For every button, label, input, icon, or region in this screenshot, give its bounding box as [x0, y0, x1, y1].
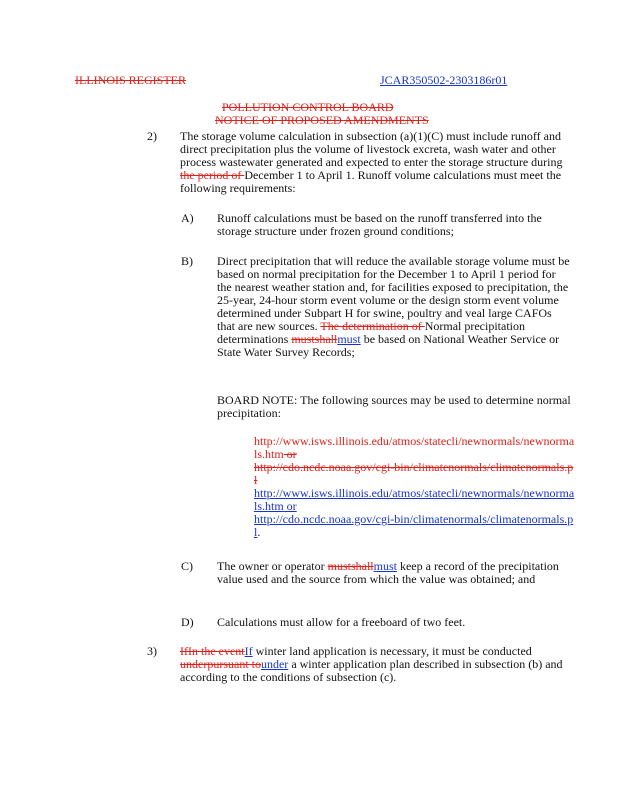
url-normals-new[interactable]: http://www.isws.illinois.edu/atmos/statecli/newnormals/newnormals.htm: [254, 486, 575, 513]
item-b-text-3: be based on National Weather Service or State Water Survey Records;: [217, 332, 560, 359]
url-normals-old[interactable]: http://www.isws.illinois.edu/atmos/statecli/newnormals/newnormals.htm: [254, 434, 575, 461]
item-c-label: C): [181, 559, 193, 573]
url-or-inserted: or: [283, 499, 297, 513]
item-a-label: A): [181, 211, 194, 225]
item-3-inserted-1: If: [244, 644, 253, 658]
item-c-inserted: must: [373, 559, 397, 573]
url-list: http://www.isws.illinois.edu/atmos/statecli/newnormals/newnormals.htm or http://cdo.ncdc.noaa.gov/cgi-bin/climatenormals/climatenormals.pl http://www.isws.illinois.edu/atmos/statecli/newnormals/newnormals.htm or http://cdo.ncdc.noaa.gov/cgi-bin/climatenormals/climatenormals.pl.: [254, 434, 575, 539]
item-2-text-1: The storage volume calculation in subsection (a)(1)(C) must include runoff and direct precipitation plus the volume of livestock excreta, wash water and other process wastewater generated and expected to enter the storage structure during: [180, 129, 563, 169]
item-a-paragraph: Runoff calculations must be based on the runoff transferred into the storage structure under frozen ground conditions;: [217, 211, 542, 238]
item-3-deleted-2: underpursuant to: [180, 657, 261, 671]
item-2-paragraph: [180, 130, 572, 195]
item-d-label: D): [181, 615, 194, 629]
notice-title: NOTICE OF PROPOSED AMENDMENTS: [215, 113, 429, 127]
item-b-paragraph: [217, 255, 572, 359]
item-c-text-1: The owner or operator: [217, 559, 328, 573]
document-id-suffix: r01: [491, 73, 508, 87]
url-climate-new[interactable]: http://cdo.ncdc.noaa.gov/cgi-bin/climatenormals/climatenormals.pl: [254, 512, 574, 539]
item-b-deleted-2: mustshall: [291, 332, 338, 346]
item-c-paragraph: [217, 560, 572, 586]
item-b-label: B): [181, 254, 193, 268]
item-c-text-2: keep a record of the precipitation value used and the source from which the value was obtained; and: [217, 559, 559, 586]
item-b-text-2: Normal precipitation determinations: [217, 319, 526, 346]
item-3-text-2: a winter application plan described in subsection (b) and according to the conditions of subsection (c).: [180, 657, 563, 684]
item-d-paragraph: Calculations must allow for a freeboard of two feet.: [217, 615, 466, 629]
item-3-number: 3): [147, 644, 157, 658]
item-b-deleted-1: The determination of: [320, 319, 425, 333]
item-b-text-1: Direct precipitation that will reduce the available storage volume must be based on normal precipitation for the December 1 to April 1 period for the nearest weather station and, for facilities exposed to precipitation, the 25-year, 24-hour storm event volume or the design storm event volume determined under Subpart H for swine, poultry and veal large CAFOs that are new sources.: [217, 254, 570, 333]
document-id: [380, 74, 507, 87]
item-2-deleted: the period of: [180, 168, 245, 182]
item-3-text-1: winter land application is necessary, it must be conducted: [252, 644, 532, 658]
register-header: ILLINOIS REGISTER: [75, 73, 186, 87]
agency-title: POLLUTION CONTROL BOARD: [222, 100, 394, 114]
url-climate-old[interactable]: http://cdo.ncdc.noaa.gov/cgi-bin/climatenormals/climatenormals.pl: [254, 460, 574, 487]
board-note: BOARD NOTE: The following sources may be used to determine normal precipitation:: [217, 393, 571, 420]
item-3-deleted-1: IfIn the event: [180, 644, 245, 658]
item-b-inserted-1: must: [337, 332, 361, 346]
item-3-paragraph: [180, 645, 572, 684]
document-id-main: JCAR350502-2303186: [380, 73, 492, 87]
item-2-number: 2): [147, 129, 157, 143]
item-c-deleted: mustshall: [327, 559, 374, 573]
item-3-inserted-2: under: [260, 657, 289, 671]
item-2-text-2: December 1 to April 1. Runoff volume calculations must meet the following requirements:: [180, 168, 562, 195]
url-or-deleted: or: [283, 447, 297, 461]
